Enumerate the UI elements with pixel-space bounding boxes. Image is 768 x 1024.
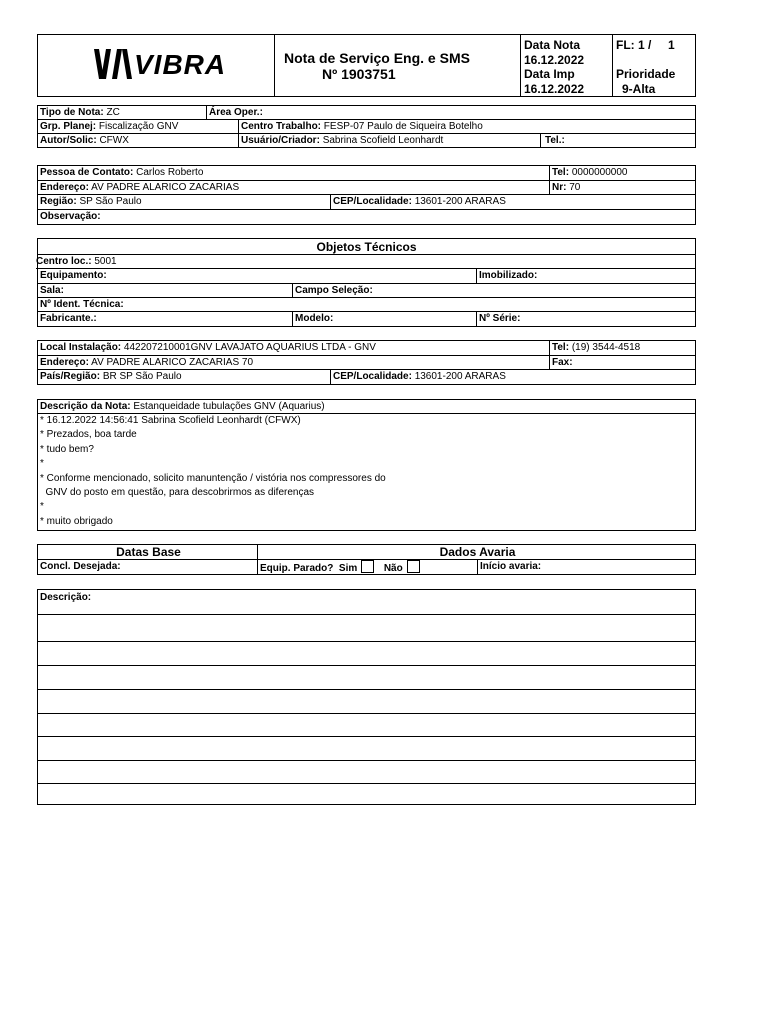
tel-label: Tel.: — [545, 135, 565, 146]
equipamento-label: Equipamento: — [40, 270, 107, 281]
data-nota-value: 16.12.2022 — [524, 53, 585, 67]
local-instalacao-label: Local Instalação: — [40, 342, 122, 353]
centro-trabalho-label: Centro Trabalho: — [241, 121, 322, 132]
descricao-line: * — [40, 501, 44, 513]
grp-planej-value: Fiscalização GNV — [98, 121, 179, 132]
contato-cep-value: 13601-200 ARARAS — [414, 196, 506, 207]
instalacao-box — [37, 340, 696, 385]
imobilizado-label: Imobilizado: — [479, 270, 538, 281]
usuario-label: Usuário/Criador: — [241, 135, 320, 146]
descricao-nota-label: Descrição da Nota: — [40, 401, 131, 412]
autor-label: Autor/Solic: — [40, 135, 97, 146]
tipo-nota-label: Tipo de Nota: — [40, 107, 104, 118]
descricao-blank-line — [38, 714, 695, 737]
tipo-nota-value: ZC — [106, 107, 120, 118]
dados-avaria-title: Dados Avaria — [257, 545, 695, 559]
logo-text: VIBRA — [134, 49, 227, 80]
descricao-blank-line — [38, 761, 695, 784]
pessoa-contato-value: Carlos Roberto — [136, 167, 204, 178]
objetos-box — [37, 238, 696, 327]
contato-tel-value: 0000000000 — [571, 167, 628, 178]
descricao-line: * 16.12.2022 14:56:41 Sabrina Scofield Leonhardt (CFWX) — [40, 415, 301, 426]
sim-label: Sim — [338, 563, 358, 574]
descricao-line: * Conforme mencionado, solicito manuntenção / vistória nos compressores do — [40, 472, 386, 484]
instalacao-cep-value: 13601-200 ARARAS — [414, 371, 506, 382]
descricao-line: GNV do posto em questão, para descobrirmos as diferenças — [40, 487, 315, 499]
descricao-blank-line — [38, 784, 695, 805]
contato-tel-label: Tel: — [552, 167, 570, 178]
instalacao-endereco-label: Endereço: — [40, 357, 89, 368]
observacao-label: Observação: — [40, 211, 101, 222]
contato-nr-label: Nr: — [552, 182, 567, 193]
fl-total: 1 — [668, 38, 675, 52]
ident-tecnica-label: Nº Ident. Técnica: — [40, 299, 124, 310]
pessoa-contato-label: Pessoa de Contato: — [40, 167, 134, 178]
pais-regiao-value: BR SP São Paulo — [102, 371, 182, 382]
data-nota-label: Data Nota — [524, 38, 581, 52]
descricao-box — [37, 589, 696, 805]
serie-label: Nº Série: — [479, 313, 521, 324]
document-number: Nº 1903751 — [322, 66, 396, 82]
grp-planej-label: Grp. Planej: — [40, 121, 97, 132]
sim-checkbox[interactable] — [361, 560, 374, 573]
centro-loc-value: 5001 — [94, 256, 117, 267]
area-oper-label: Área Oper.: — [209, 107, 263, 118]
fax-label: Fax: — [552, 357, 573, 368]
campo-selecao-label: Campo Seleção: — [295, 285, 373, 296]
contato-regiao-value: SP São Paulo — [79, 196, 142, 207]
vibra-logo-icon — [92, 47, 134, 81]
prioridade-value: 9-Alta — [622, 82, 656, 96]
descricao-nota-text — [38, 414, 695, 529]
contato-nr-value: 70 — [569, 182, 581, 193]
nao-label: Não — [383, 563, 403, 574]
instalacao-tel-label: Tel: — [552, 342, 570, 353]
data-imp-value: 16.12.2022 — [524, 82, 585, 96]
contato-endereco-label: Endereço: — [40, 182, 89, 193]
contato-endereco-value: AV PADRE ALARICO ZACARIAS — [91, 182, 240, 193]
equip-parado-label: Equip. Parado? — [260, 563, 334, 574]
instalacao-endereco-value: AV PADRE ALARICO ZACARIAS 70 — [91, 357, 254, 368]
descricao-line: * — [40, 458, 44, 470]
fl-label: FL: 1 / — [616, 38, 652, 52]
modelo-label: Modelo: — [295, 313, 334, 324]
descricao-nota-value: Estanqueidade tubulações GNV (Aquarius) — [133, 401, 325, 412]
inicio-avaria-label: Início avaria: — [480, 561, 542, 572]
descricao-line: * tudo bem? — [40, 443, 94, 455]
descricao-line: * muito obrigado — [40, 515, 113, 527]
pais-regiao-label: País/Região: — [40, 371, 101, 382]
prioridade-label: Prioridade — [616, 67, 676, 81]
descricao-blank-line — [38, 642, 695, 666]
centro-loc-label: Centro loc.: — [36, 256, 92, 267]
instalacao-cep-label: CEP/Localidade: — [333, 371, 412, 382]
descricao-nota-box — [37, 399, 696, 531]
descricao-blank-line — [38, 737, 695, 761]
header-box — [37, 34, 696, 97]
concl-desejada-label: Concl. Desejada: — [40, 561, 121, 572]
descricao-line: * Prezados, boa tarde — [40, 429, 137, 441]
local-instalacao-value: 442207210001GNV LAVAJATO AQUARIUS LTDA - GNV — [123, 342, 376, 353]
descricao-blank-line — [38, 690, 695, 714]
instalacao-tel-value: (19) 3544-4518 — [571, 342, 641, 353]
contato-box — [37, 165, 696, 225]
data-imp-label: Data Imp — [524, 67, 575, 81]
descricao-label: Descrição: — [40, 592, 92, 603]
datas-box — [37, 544, 696, 575]
contato-regiao-label: Região: — [40, 196, 77, 207]
sala-label: Sala: — [40, 285, 64, 296]
usuario-value: Sabrina Scofield Leonhardt — [322, 135, 444, 146]
logo — [92, 47, 232, 83]
autor-value: CFWX — [99, 135, 129, 146]
nota-info-box — [37, 105, 696, 148]
fabricante-label: Fabricante.: — [40, 313, 97, 324]
descricao-blank-line — [38, 615, 695, 642]
datas-base-title: Datas Base — [116, 545, 181, 559]
nao-checkbox[interactable] — [407, 560, 420, 573]
centro-trabalho-value: FESP-07 Paulo de Siqueira Botelho — [323, 121, 483, 132]
objetos-title: Objetos Técnicos — [316, 240, 417, 254]
document-title: Nota de Serviço Eng. e SMS — [284, 50, 470, 66]
descricao-blank-line — [38, 666, 695, 690]
contato-cep-label: CEP/Localidade: — [333, 196, 412, 207]
